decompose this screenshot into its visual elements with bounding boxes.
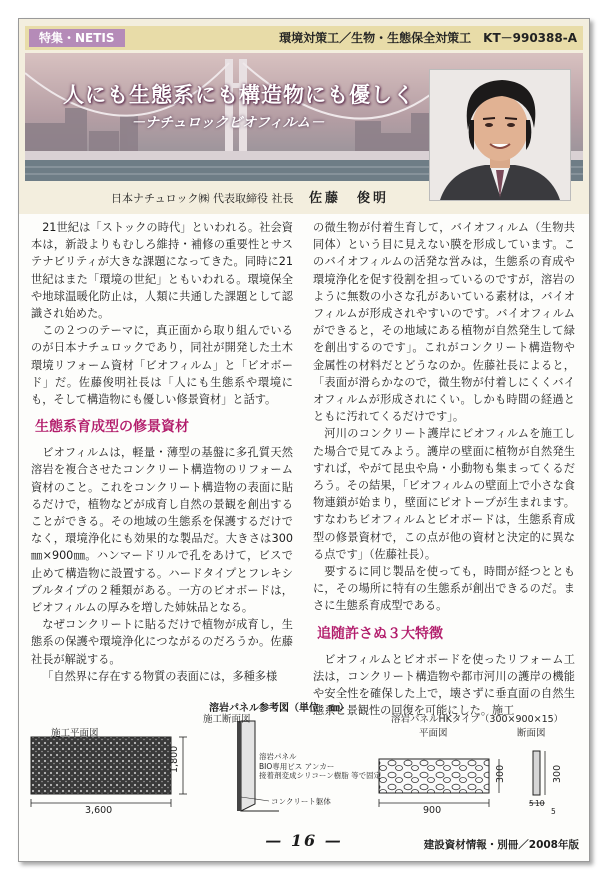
publication-source: 建設資材情報・別冊／2008年版 xyxy=(423,839,579,851)
author-name: 佐藤 俊明 xyxy=(308,191,389,206)
page-number: — 16 — xyxy=(265,831,343,850)
paragraph: 21世紀は「ストックの時代」といわれる。社会資本は，新設よりもむしろ維持・補修の重要性とサステナビリティが大きな課題になってきた。同時に21世紀はまた「環境の世紀」ともいわれる。環境保全や地球温暖化防止は，人類に共通した課題として認識され始めた。 xyxy=(31,221,293,321)
section-label: 施工断面図 xyxy=(203,714,251,725)
hk-plan-label: 平面図 xyxy=(419,728,448,739)
article-header xyxy=(19,19,589,214)
portrait-image xyxy=(430,70,570,200)
panel-diagram xyxy=(19,699,589,817)
paragraph: の微生物が付着生育して，バイオフィルム（生物共同体）という目に見えない膜を形成しています。このバイオフィルムの活発な営みは，生態系の育成や環境浄化を促す役割を担っているのですが，溶岩のように無数の小さな孔があいている素材は，バイオフィルムが形成されやすいのです。バイオフィルムができると，その地域にある植物が自然発生して緑を創出するのです」。これがコンクリート構造物や金属性の材料だとどうなのか。佐藤社長によると，「表面が滑らかなので，微生物が付着しにくくバイオフィルムが形成されにくい。しかも時間の経過とともに汚れてくるだけです」。 xyxy=(313,221,575,424)
hk-side-height-dimension: 300 xyxy=(552,764,563,783)
paragraph: ビオフィルムとビオボードを使ったリフォーム工法は，コンクリート構造物や都市河川の護岸の機能や安全性を確保した上で，壊さずに垂直面の自然生態系と景観性の回復を可能にした。施工 xyxy=(313,652,575,718)
section-heading: 生態系育成型の修景資材 xyxy=(35,419,189,436)
feature-tag: 特集・NETIS xyxy=(29,29,125,47)
paragraph: 要するに同じ製品を使っても，時間が経つとともに，その場所に特有の生態系が創出できるのだ。まさに生態系育成型である。 xyxy=(313,565,575,613)
figure-title: 溶岩パネル参考図（単位：㎜） xyxy=(209,703,349,714)
article-subtitle: －ナチュロックビオフィルム－ xyxy=(131,115,325,131)
hk-thickness-a: 5 xyxy=(529,799,534,808)
article-column-left xyxy=(31,219,293,685)
article-column-right xyxy=(313,219,575,719)
paragraph: この２つのテーマに，真正面から取り組んでいるのが日本ナチュロックであり，同社が開発した土木環境リフォーム資材「ビオフィルム」と「ビオボード」だ。佐藤俊明社長は「人にも生態系や環境にも，そして構造物にも優しい修景資材」と話す。 xyxy=(31,324,293,407)
height-dimension: 1,800 xyxy=(169,745,180,773)
plan-label: 施工平面図 xyxy=(51,728,99,739)
callout-adhesive: 接着剤変成シリコーン樹脂 等で固定 xyxy=(259,771,382,780)
paragraph: 「自然界に存在する物質の表面には，多種多様 xyxy=(42,669,278,683)
paragraph: ビオフィルムは，軽量・薄型の基盤に多孔質天然溶岩を複合させたコンクリート構造物のリフォーム資材のこと。これをコンクリート構造物の表面に貼るだけで，植物などが成育し自然の景観を創出することができる。その地域の生態系を保護するだけでなく，環境浄化にも効果的な製品だ。大きさは300㎜×900㎜。ハンマードリルで孔をあけて，ビスで止めて構造物に設置する。ハードタイプとフレキシブルタイプの２種類がある。一方のビオボードは，ビオフィルムの厚みを増した姉妹品となる。 xyxy=(31,446,293,615)
hk-section-label: 断面図 xyxy=(517,728,546,739)
callout-screw: BIO専用ビス アンカー xyxy=(259,762,335,771)
author-byline xyxy=(111,187,389,206)
width-dimension: 3,600 xyxy=(85,805,113,816)
hk-thickness-b: 10 xyxy=(535,799,545,808)
section-heading: 追随許さぬ３大特徴 xyxy=(317,625,443,642)
author-portrait xyxy=(429,69,571,201)
hk-title: 溶岩パネルHKタイプ（300×900×15） xyxy=(391,714,564,725)
paragraph: 河川のコンクリート護岸にビオフィルムを施工した場合で見てみよう。護岸の壁面に植物が自然発生すれば，やがて昆虫や鳥・小動物も集まってくるだろう。その結果，「ビオフィルムの壁面上で小さな食物連鎖が始まり，壁面にビオトープが生まれます。すなわちビオフィルムとビオボードは，生態系育成型の修景資材で，この点が他の資材と決定的に異なる点です」（佐藤社長）。 xyxy=(313,427,575,561)
callout-concrete: コンクリート躯体 xyxy=(271,797,331,806)
article-title: 人にも生態系にも構造物にも優しく xyxy=(63,82,415,107)
hk-width-dimension: 900 xyxy=(423,805,442,816)
paragraph: なぜコンクリートに貼るだけで植物が成育し，生態系の保護や環境浄化につながるのだろうか。佐藤社長が解説する。 xyxy=(31,618,293,666)
hk-height-dimension: 300 xyxy=(495,764,506,783)
category-label: 環境対策工／生物・生態保全対策工 KT－990388-A xyxy=(279,31,577,45)
callout-panel: 溶岩パネル xyxy=(259,752,297,761)
magazine-page xyxy=(18,18,590,862)
hk-thickness-c: 5 xyxy=(551,807,556,816)
author-company: 日本ナチュロック㈱ 代表取締役 社長 xyxy=(111,192,294,205)
